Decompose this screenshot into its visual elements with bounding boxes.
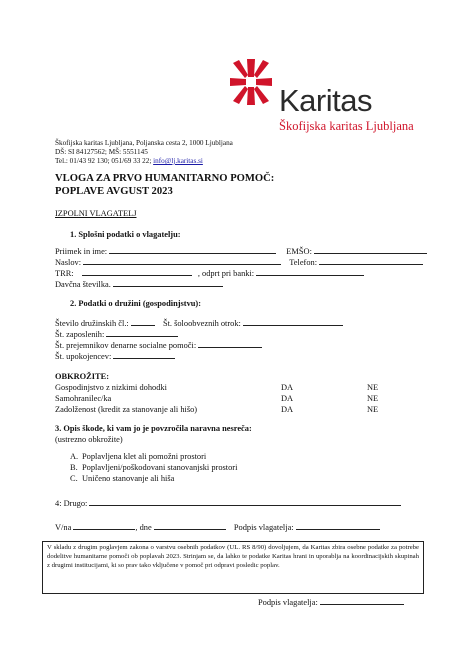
- form-title-line1: VLOGA ZA PRVO HUMANITARNO POMOČ:: [55, 173, 275, 184]
- form-title-line2: POPLAVE AVGUST 2023: [55, 186, 173, 197]
- logo-subtitle: Škofijska karitas Ljubljana: [279, 119, 414, 133]
- obk-row-da[interactable]: DA: [281, 394, 294, 403]
- section2-heading: 2. Podatki o družini (gospodinjstvu):: [70, 299, 201, 308]
- obk-row-ne[interactable]: NE: [367, 383, 379, 392]
- section1-heading: 1. Splošni podatki o vlagatelju:: [70, 230, 181, 239]
- obk-row-da[interactable]: DA: [281, 405, 294, 414]
- bank-label: , odprt pri banki:: [197, 269, 255, 278]
- zaposlenih-label: Št. zaposlenih:: [55, 330, 105, 339]
- davcna-label: Davčna številka.: [55, 280, 111, 289]
- solo-label: Št. šoloobveznih otrok:: [162, 319, 241, 328]
- prejemnikov-field[interactable]: [198, 339, 262, 348]
- row-signature-2: [258, 596, 404, 607]
- trr-label: TRR:: [55, 269, 74, 278]
- stevilo-label: Število družinskih čl.:: [55, 319, 129, 328]
- podpis2-field[interactable]: [320, 596, 404, 605]
- vna-field[interactable]: [73, 521, 135, 530]
- section3-subheading: (ustrezno obkrožite): [55, 435, 123, 444]
- priimek-field[interactable]: [109, 245, 276, 254]
- obkrozite-heading: OBKROŽITE:: [55, 372, 109, 381]
- damage-option[interactable]: [70, 463, 237, 472]
- upokojencev-field[interactable]: [113, 350, 175, 359]
- vna-label: V/na: [55, 523, 72, 532]
- org-email-link[interactable]: info@lj.karitas.si: [153, 157, 203, 165]
- logo-name: Karitas: [279, 83, 372, 118]
- option-text: Poplavljeni/poškodovani stanovanjski prostori: [82, 463, 238, 472]
- naslov-label: Naslov:: [55, 258, 82, 267]
- obk-row-label: Samohranilec/ka: [55, 394, 112, 403]
- drugo-label: 4: Drugo:: [55, 499, 88, 508]
- naslov-field[interactable]: [83, 256, 281, 265]
- option-letter: B.: [70, 463, 78, 472]
- org-tax-ids: DŠ: SI 84127562; MŠ: 5551145: [55, 148, 148, 156]
- row-davcna: [55, 278, 223, 289]
- priimek-label: Priimek in ime:: [55, 247, 108, 256]
- telefon-field[interactable]: [319, 256, 423, 265]
- prejemnikov-label: Št. prejemnikov denarne socialne pomoči:: [55, 341, 197, 350]
- obk-row-da[interactable]: DA: [281, 383, 294, 392]
- podpis-label: Podpis vlagatelja:: [233, 523, 294, 532]
- davcna-field[interactable]: [113, 278, 223, 287]
- trr-field[interactable]: [82, 267, 192, 276]
- obk-row-label: Zadolženost (kredit za stanovanje ali hišo): [55, 405, 198, 414]
- row-drugo: [55, 497, 401, 508]
- fill-in-label: IZPOLNI VLAGATELJ: [55, 209, 137, 218]
- obk-row-ne[interactable]: NE: [367, 394, 379, 403]
- podpis-field[interactable]: [296, 521, 380, 530]
- upokojencev-label: Št. upokojencev:: [55, 352, 112, 361]
- podpis2-label: Podpis vlagatelja:: [258, 598, 318, 607]
- option-letter: C.: [70, 474, 78, 483]
- dne-field[interactable]: [154, 521, 226, 530]
- obk-row-label: Gospodinjstvo z nizkimi dohodki: [55, 383, 167, 392]
- obk-row-ne[interactable]: NE: [367, 405, 379, 414]
- row-signature: [55, 521, 380, 532]
- row-prejemnikov: [55, 339, 262, 350]
- org-contacts: [55, 157, 203, 166]
- bank-field[interactable]: [256, 267, 364, 276]
- solo-field[interactable]: [243, 317, 343, 326]
- row-upokojencev: [55, 350, 175, 361]
- emso-label: EMŠO:: [286, 247, 312, 256]
- option-letter: A.: [70, 452, 79, 461]
- row-stevilo: [55, 317, 343, 328]
- stevilo-field[interactable]: [131, 317, 155, 326]
- section3-heading: 3. Opis škode, ki vam jo je povzročila naravna nesreča:: [55, 424, 252, 433]
- karitas-cross-logo-icon: [228, 57, 274, 107]
- damage-option[interactable]: [70, 452, 206, 461]
- option-text: Uničeno stanovanje ali hiša: [82, 474, 175, 483]
- option-text: Poplavljena klet ali pomožni prostori: [82, 452, 207, 461]
- org-address: Škofijska karitas Ljubljana, Poljanska cesta 2, 1000 Ljubljana: [55, 139, 233, 147]
- row-naslov: [55, 256, 423, 267]
- drugo-field[interactable]: [89, 497, 401, 506]
- telefon-label: Telefon:: [289, 258, 318, 267]
- zaposlenih-field[interactable]: [106, 328, 178, 337]
- row-trr: [55, 267, 364, 278]
- org-phones: Tel.: 01/43 92 130; 051/69 33 22;: [55, 157, 154, 165]
- dne-label: , dne: [135, 523, 152, 532]
- row-zaposlenih: [55, 328, 178, 339]
- damage-option[interactable]: [70, 474, 174, 483]
- privacy-notice: V skladu z drugim poglavjem zakona o varstvu osebnih podatkov (UL. RS 8/90) dovoljujem, da Karitas zbira osebne podatke za potrebe dodelitve humanitarne pomoči ob poplavah 2023. Strinjam se, da lahko te podatke Karitas hrani in uporablja na koordinacijskih skupinah z drugimi institucijami, ki so prav tako vključene v pomoč pri odpravi posledic poplav.: [42, 541, 424, 594]
- row-priimek: [55, 245, 427, 256]
- emso-field[interactable]: [314, 245, 427, 254]
